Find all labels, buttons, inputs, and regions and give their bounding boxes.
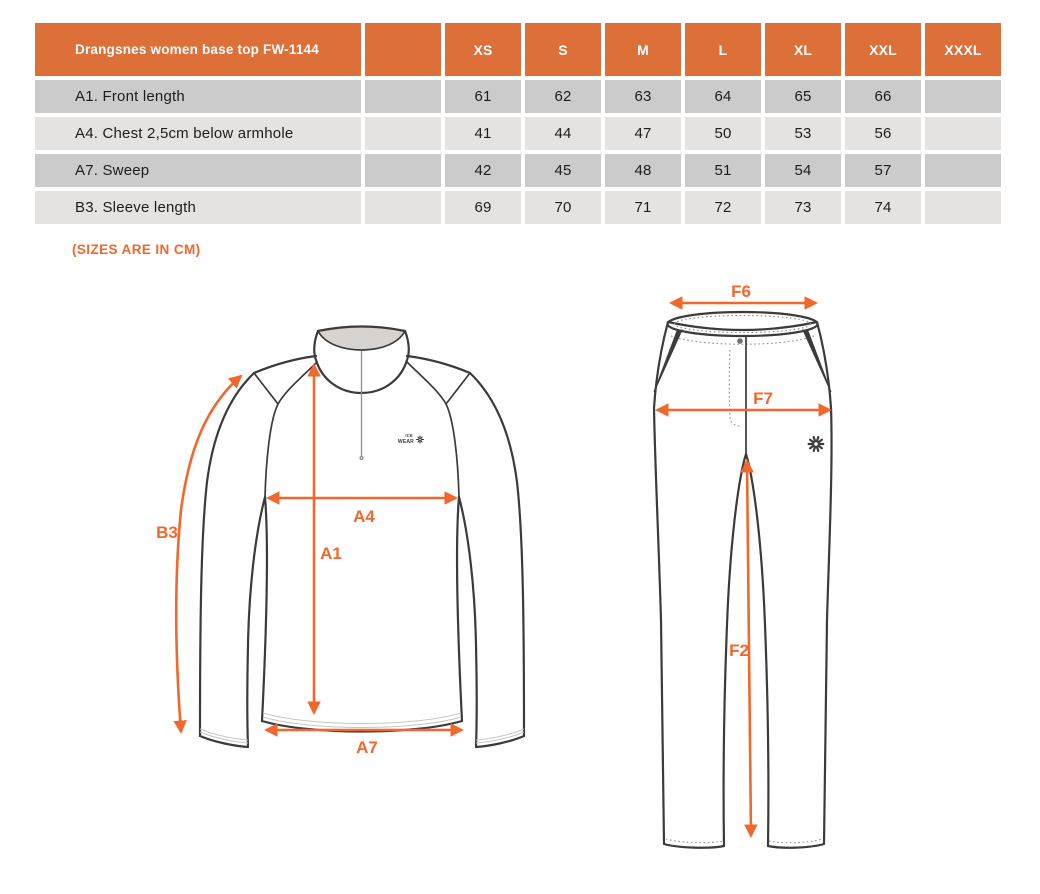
icewear-logo [398, 433, 424, 445]
row-label: A4. Chest 2,5cm below armhole [35, 117, 361, 150]
spacer-cell [365, 191, 441, 224]
waist-button [737, 338, 743, 344]
spacer-header-cell [365, 23, 441, 76]
pants-body [654, 322, 832, 848]
size-value-cell: 50 [685, 117, 761, 150]
size-col-header-l: L [685, 23, 761, 76]
f6-label: F6 [731, 282, 751, 301]
shirt-right-sleeve [459, 373, 524, 747]
size-col-header-s: S [525, 23, 601, 76]
size-value-cell [925, 191, 1001, 224]
shirt-body [262, 497, 462, 732]
a4-label: A4 [353, 507, 375, 526]
size-value-cell: 51 [685, 154, 761, 187]
size-value-cell: 73 [765, 191, 841, 224]
row-label: B3. Sleeve length [35, 191, 361, 224]
size-value-cell: 62 [525, 80, 601, 113]
size-col-header-m: M [605, 23, 681, 76]
row-label: A7. Sweep [35, 154, 361, 187]
spacer-cell [365, 80, 441, 113]
spacer-cell [365, 154, 441, 187]
logo-text-line1: ICE [405, 433, 413, 438]
size-value-cell: 45 [525, 154, 601, 187]
size-value-cell: 56 [845, 117, 921, 150]
b3-arrow [176, 376, 241, 732]
snowflake-icon [416, 436, 423, 443]
size-value-cell: 53 [765, 117, 841, 150]
a7-label: A7 [356, 738, 378, 757]
size-value-cell: 72 [685, 191, 761, 224]
table-row [35, 117, 1001, 150]
shirt-zipper [360, 351, 363, 459]
table-header-row [35, 23, 1001, 76]
size-col-header-xxxl: XXXL [925, 23, 1001, 76]
size-value-cell: 64 [685, 80, 761, 113]
size-value-cell [925, 117, 1001, 150]
size-value-cell [925, 154, 1001, 187]
b3-label: B3 [156, 523, 178, 542]
sizes-note: (SIZES ARE IN CM) [72, 242, 201, 257]
size-value-cell: 57 [845, 154, 921, 187]
size-value-cell: 44 [525, 117, 601, 150]
size-col-header-xs: XS [445, 23, 521, 76]
size-value-cell: 47 [605, 117, 681, 150]
shirt-left-sleeve [200, 373, 265, 747]
row-label: A1. Front length [35, 80, 361, 113]
table-row [35, 80, 1001, 113]
size-value-cell: 70 [525, 191, 601, 224]
size-table [31, 19, 1005, 228]
size-value-cell: 48 [605, 154, 681, 187]
table-row [35, 191, 1001, 224]
size-value-cell: 63 [605, 80, 681, 113]
size-value-cell: 69 [445, 191, 521, 224]
logo-text-line2: WEAR [397, 439, 414, 445]
size-value-cell: 54 [765, 154, 841, 187]
f7-label: F7 [753, 389, 773, 408]
size-value-cell: 42 [445, 154, 521, 187]
size-value-cell: 61 [445, 80, 521, 113]
size-col-header-xxl: XXL [845, 23, 921, 76]
size-value-cell: 65 [765, 80, 841, 113]
spacer-cell [365, 117, 441, 150]
pants-diagram [630, 280, 850, 880]
size-value-cell: 71 [605, 191, 681, 224]
table-row [35, 154, 1001, 187]
a1-label: A1 [320, 544, 342, 563]
size-col-header-xl: XL [765, 23, 841, 76]
f2-label: F2 [729, 641, 749, 660]
shirt-diagram [150, 310, 550, 770]
size-value-cell [925, 80, 1001, 113]
size-value-cell: 74 [845, 191, 921, 224]
table-title: Drangsnes women base top FW-1144 [35, 23, 361, 76]
size-value-cell: 66 [845, 80, 921, 113]
size-value-cell: 41 [445, 117, 521, 150]
